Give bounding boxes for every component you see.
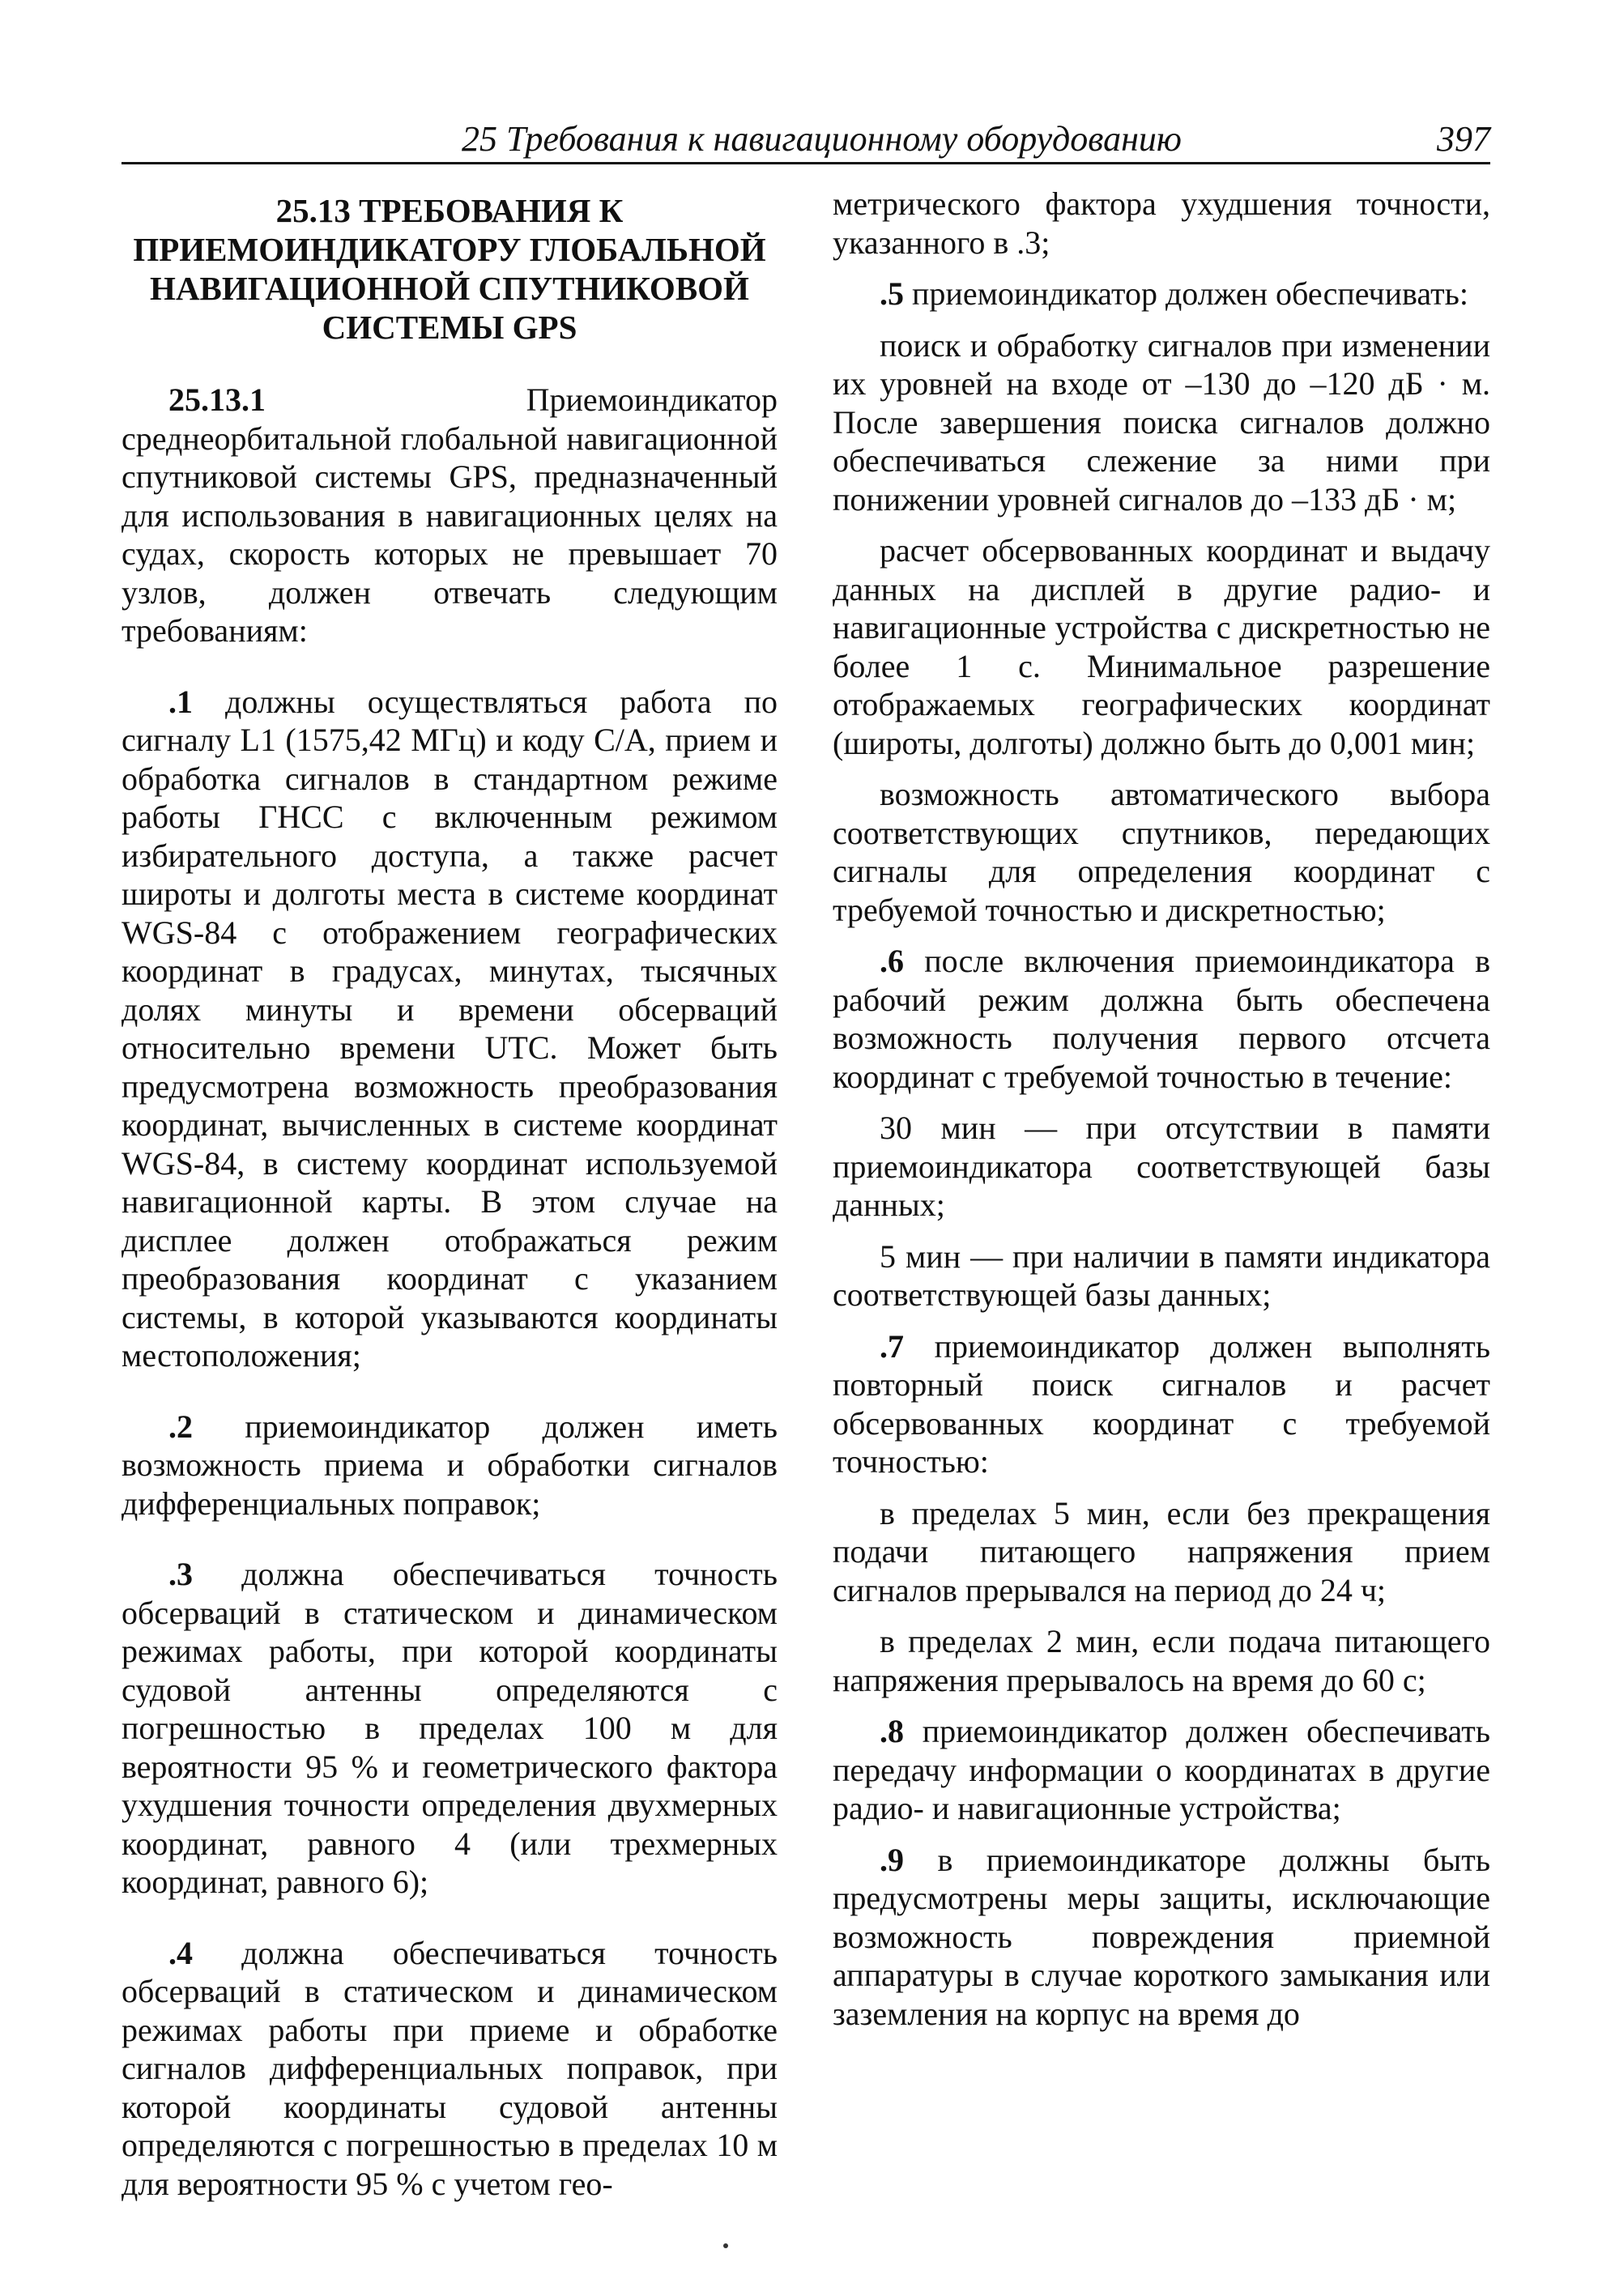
item-number: .7 — [880, 1327, 904, 1365]
item-5-subparagraph: поиск и обработку сигналов при изменении их уровней на входе от –130 до –120 дБ · м. После завершения поиска сигналов должно обеспечиваться слежение за ними при понижении уровней сигналов до –133 дБ · м; — [833, 326, 1490, 518]
page-number: 397 — [1437, 119, 1490, 159]
running-header — [121, 112, 1490, 164]
item-text: приемоиндикатор должен иметь возможность приема и обработки сигналов дифференциальных поправок; — [121, 1408, 778, 1522]
item-6-subparagraph: 30 мин — при отсутствии в памяти приемоиндикатора соответствующей базы данных; — [833, 1110, 1490, 1223]
item-5-subparagraph: расчет обсервованных координат и выдачу данных на дисплей в другие радио- и навигационные устройства с дискретностью не более 1 с. Минимальное разрешение отображаемых географических координат (широты, долготы) должно быть до 0,001 мин; — [833, 532, 1490, 761]
item-3 — [121, 1555, 778, 1902]
item-5-subparagraph: возможность автоматического выбора соответствующих спутников, передающих сигналы для определения координат с требуемой точностью и дискретностью; — [833, 776, 1490, 928]
item-8 — [833, 1712, 1490, 1828]
section-title-line: ПРИЕМОИНДИКАТОРУ ГЛОБАЛЬНОЙ — [133, 231, 766, 268]
item-text: приемоиндикатор должен обеспечивать: — [904, 275, 1468, 312]
item-number: .4 — [168, 1934, 193, 1971]
paragraph-25-13-1 — [121, 381, 778, 650]
scan-speck — [723, 2243, 728, 2248]
continuation-text: метрического фактора ухудшения точности, указанного в .3; — [833, 185, 1490, 261]
item-4 — [121, 1934, 778, 2204]
section-title-line: СИСТЕМЫ GPS — [322, 309, 577, 346]
section-title-line: 25.13 ТРЕБОВАНИЯ К — [275, 192, 624, 229]
item-text: должны осуществляться работа по сигналу L1 (1575,42 МГц) и коду C/A, прием и обработка сигналов в стандартном режиме работы ГНСС с включенным режимом избирательного доступа, а также расчет широты и долготы места в системе координат WGS-84 с отображением географических координат в градусах, минутах, тысячных долях минуты и времени обсерваций относительно времени UTC. Может быть предусмотрена возможность преобразования координат, вычисленных в системе координат WGS-84, в систему координат используемой навигационной карты. В этом случае на дисплее должен отображаться режим преобразования координат с указанием системы, в которой указываются координаты местоположения; — [121, 683, 778, 1374]
section-title-line: НАВИГАЦИОННОЙ СПУТНИКОВОЙ — [150, 270, 749, 307]
paragraph-text: Приемоиндикатор среднеорбитальной глобальной навигационной спутниковой системы GPS, предназначенный для использования в навигационных целях на судах, скорость которых не превышает 70 узлов, должен отвечать следующим требованиям: — [121, 381, 778, 649]
item-number: .2 — [168, 1408, 193, 1445]
left-column — [121, 185, 778, 2216]
item-7-subparagraph: в пределах 5 мин, если без прекращения подачи питающего напряжения прием сигналов прерывался на период до 24 ч; — [833, 1494, 1490, 1608]
clause-number: 25.13.1 — [168, 381, 266, 418]
item-text: приемоиндикатор должен выполнять повторный поиск сигналов и расчет обсервованных координат с требуемой точностью: — [833, 1327, 1490, 1480]
item-number: .8 — [880, 1713, 904, 1749]
item-1 — [121, 683, 778, 1375]
item-5 — [833, 275, 1490, 313]
section-title — [121, 191, 778, 347]
item-text: должна обеспечиваться точность обсерваций в статическом и динамическом режимах работы при приеме и обработке сигналов дифференциальных поправок, при которой координаты судовой антенны определяются с погрешностью в пределах 10 м для вероятности 95 % с учетом гео- — [121, 1934, 778, 2202]
item-2 — [121, 1408, 778, 1523]
item-text: должна обеспечиваться точность обсерваций в статическом и динамическом режимах работы, при которой координаты судовой антенны определяются с погрешностью в пределах 100 м для вероятности 95 % и геометрического фактора ухудшения точности определения двухмерных координат, равного 4 (или трехмерных координат, равного 6); — [121, 1556, 778, 1900]
item-7-subparagraph: в пределах 2 мин, если подача питающего напряжения прерывалось на время до 60 с; — [833, 1623, 1490, 1698]
item-text: после включения приемоиндикатора в рабочий режим должна быть обеспечена возможность получения первого отсчета координат с требуемой точностью в течение: — [833, 943, 1490, 1095]
item-6-subparagraph: 5 мин — при наличии в памяти индикатора соответствующей базы данных; — [833, 1237, 1490, 1313]
item-number: .6 — [880, 943, 904, 979]
item-number: .9 — [880, 1841, 904, 1878]
item-number: .1 — [168, 683, 193, 720]
item-text: в приемоиндикаторе должны быть предусмотрены меры защиты, исключающие возможность повреждения приемной аппаратуры в случае короткого замыкания или заземления на корпус на время до — [833, 1841, 1490, 2032]
item-6 — [833, 942, 1490, 1096]
header-title: 25 Требования к навигационному оборудованию — [462, 119, 1182, 159]
item-number: .3 — [168, 1556, 193, 1592]
item-number: .5 — [880, 275, 904, 312]
item-7 — [833, 1327, 1490, 1481]
right-column — [833, 185, 1490, 2046]
item-text: приемоиндикатор должен обеспечивать передачу информации о координатах в другие радио- и навигационные устройства; — [833, 1713, 1490, 1826]
item-9 — [833, 1841, 1490, 2034]
